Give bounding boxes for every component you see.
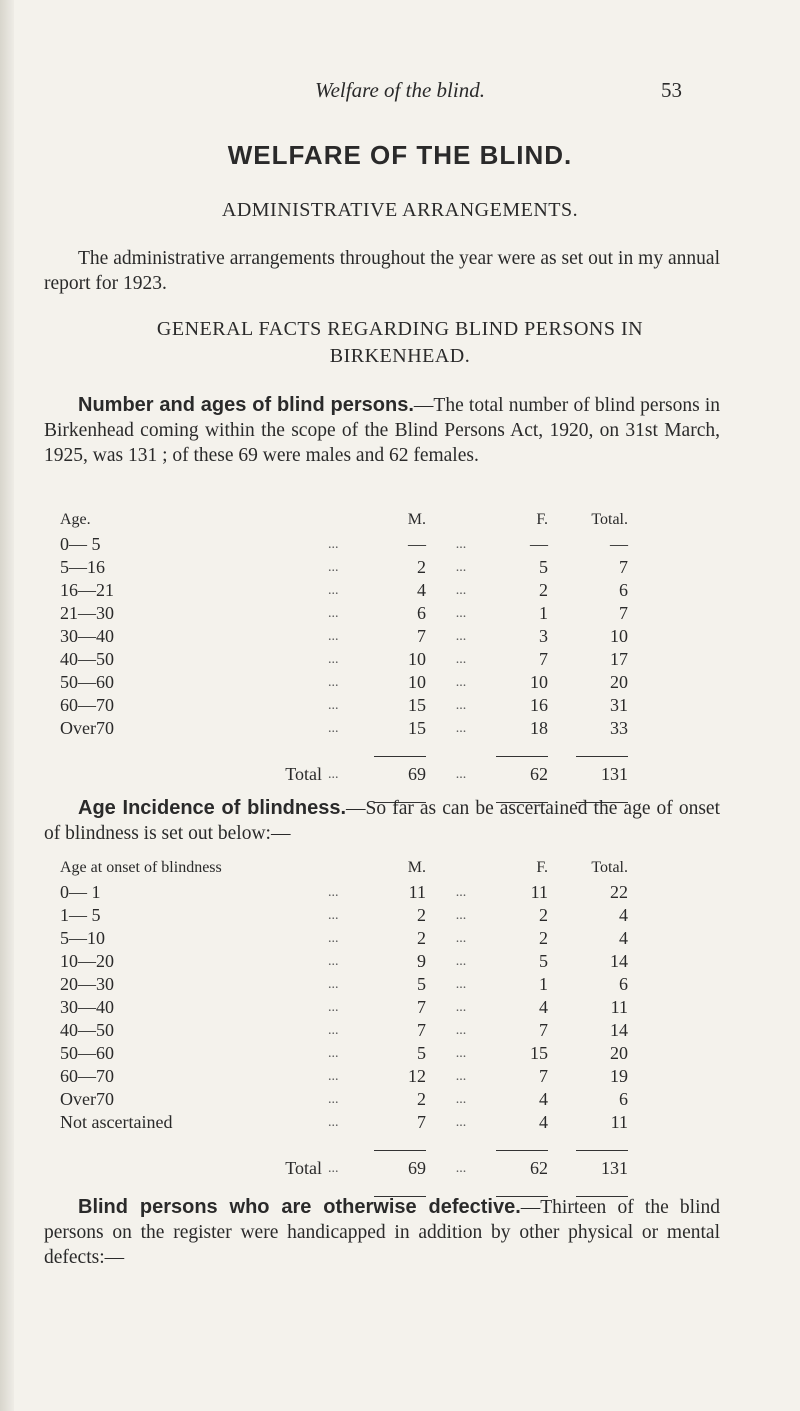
females-cell: 5 [539,951,548,971]
table-row [60,1088,628,1111]
header-total: Total. [591,859,628,876]
rule-cell [328,740,374,763]
dot-leader: ... [328,953,339,969]
dot-leader: ... [455,559,467,575]
rule-cell [60,740,328,763]
females-cell: — [530,534,548,554]
total-cell: 6 [619,974,628,994]
section-heading-general-1: GENERAL FACTS REGARDING BLIND PERSONS IN [156,318,644,340]
females-cell: 1 [539,603,548,623]
header-total: Total. [591,511,628,528]
paragraph-lead: Age Incidence of blindness. [78,797,347,819]
page-number: 53 [661,78,682,102]
age-cell: 10—20 [60,951,114,971]
females-cell: 3 [539,626,548,646]
females-cell: 2 [539,928,548,948]
total-overall: 131 [601,764,628,784]
dot-leader: ... [455,536,467,552]
paragraph-admin: The administrative arrangements throughout the year were as set out in my annual report for 1923. [44,248,720,294]
dot-leader: ... [328,536,339,552]
age-cell: 50—60 [60,1043,114,1063]
header-spacer [328,855,374,881]
total-cell: 7 [619,603,628,623]
rule-cell [374,1134,426,1157]
table-row [60,625,628,648]
rule-line [576,756,628,757]
dot-leader: ... [328,628,339,644]
dot-leader: ... [328,1068,339,1084]
table-row [60,648,628,671]
table-row [60,717,628,740]
males-cell: 10 [408,672,426,692]
table-row [60,904,628,927]
header-age: Age. [60,511,91,528]
running-title: Welfare of the blind. [315,78,485,102]
dot-leader: ... [455,1022,467,1038]
header-males: M. [407,859,426,876]
females-cell: 7 [539,1066,548,1086]
dot-leader: ... [455,1114,467,1130]
rule-line [576,1150,628,1151]
rule-row [60,740,628,763]
females-cell: 1 [539,974,548,994]
females-cell: 4 [539,1089,548,1109]
males-cell: 5 [417,1043,426,1063]
females-cell: 7 [539,1020,548,1040]
dot-leader: ... [455,651,467,667]
dot-leader: ... [328,907,339,923]
total-cell: 22 [610,882,628,902]
dot-leader: ... [328,930,339,946]
total-males: 69 [408,764,426,784]
table-row [60,973,628,996]
header-spacer [328,507,374,533]
females-cell: 10 [530,672,548,692]
age-cell: 21—30 [60,603,114,623]
females-cell: 4 [539,997,548,1017]
ages-table [60,507,628,809]
total-cell: 20 [610,1043,628,1063]
dot-leader: ... [455,720,467,736]
dot-leader: ... [328,582,339,598]
paragraph-text: —So far as can be ascertained the age of onset of blindness is set out below:— [44,798,720,844]
dot-leader: ... [328,976,339,992]
age-cell: 16—21 [60,580,114,600]
age-cell: 30—40 [60,997,114,1017]
total-cell: 6 [619,580,628,600]
dot-leader: ... [455,907,467,923]
males-cell: 7 [417,1020,426,1040]
paragraph-lead: Number and ages of blind persons. [78,394,414,416]
rule-line [496,756,548,757]
header-females: F. [536,511,548,528]
age-cell: 60—70 [60,695,114,715]
table-row [60,1111,628,1134]
dot-leader: ... [455,976,467,992]
age-cell: 5—10 [60,928,105,948]
total-cell: 10 [610,626,628,646]
rule-line [374,1150,426,1151]
total-cell: 19 [610,1066,628,1086]
table-row [60,533,628,556]
total-cell: 17 [610,649,628,669]
table-row [60,602,628,625]
dot-leader: ... [328,766,339,782]
females-cell: 4 [539,1112,548,1132]
table-row [60,996,628,1019]
age-cell: 5—16 [60,557,105,577]
dot-leader: ... [455,697,467,713]
total-cell: 14 [610,1020,628,1040]
females-cell: 7 [539,649,548,669]
total-cell: 11 [610,997,628,1017]
males-cell: 7 [417,997,426,1017]
males-cell: 4 [417,580,426,600]
header-spacer [426,855,496,881]
header-age: Age at onset of blindness [60,859,222,876]
dot-leader: ... [328,884,339,900]
paragraph-text: —The total number of blind persons in Birkenhead coming within the scope of the Blind Persons Act, 1920, on 31st March, 1925, was 131 ; of these 69 were males and 62 females. [44,395,720,466]
rule-cell [328,1134,374,1157]
dot-leader: ... [455,999,467,1015]
dot-leader: ... [455,605,467,621]
males-cell: 2 [417,557,426,577]
females-cell: 11 [530,882,548,902]
females-cell: 16 [530,695,548,715]
table-row [60,950,628,973]
males-cell: 2 [417,905,426,925]
dot-leader: ... [328,697,339,713]
total-cell: 11 [610,1112,628,1132]
total-cell: 4 [619,905,628,925]
table-row [60,1042,628,1065]
rule-line [374,756,426,757]
rule-cell [496,740,548,763]
males-cell: 5 [417,974,426,994]
paragraph-otherwise-defective [44,1195,720,1270]
table-row [60,927,628,950]
males-cell: 10 [408,649,426,669]
age-cell: Over70 [60,1089,114,1109]
total-cell: 7 [619,557,628,577]
males-cell: 7 [417,1112,426,1132]
table-row [60,579,628,602]
header-females: F. [536,859,548,876]
total-cell: 31 [610,695,628,715]
dot-leader: ... [455,884,467,900]
total-cell: — [610,534,628,554]
paragraph-number-ages [44,393,720,468]
age-cell: 40—50 [60,649,114,669]
table-row [60,881,628,904]
dot-leader: ... [455,930,467,946]
rule-cell [548,740,628,763]
females-cell: 2 [539,905,548,925]
dot-leader: ... [455,953,467,969]
table-row [60,1019,628,1042]
total-row [60,1157,628,1180]
dot-leader: ... [455,582,467,598]
paragraph-age-incidence [44,796,720,846]
age-cell: Over70 [60,718,114,738]
dot-leader: ... [328,999,339,1015]
page-title: WELFARE OF THE BLIND. [227,140,573,170]
age-cell: 0— 5 [60,534,101,554]
males-cell: 15 [408,718,426,738]
females-cell: 18 [530,718,548,738]
rule-cell [426,1134,496,1157]
paragraph-text: —Thirteen of the blind persons on the register were handicapped in addition by other physical or mental defects:— [44,1197,720,1268]
dot-leader: ... [455,766,467,782]
total-females: 62 [530,1158,548,1178]
dot-leader: ... [455,628,467,644]
dot-leader: ... [455,1091,467,1107]
header-males: M. [407,511,426,528]
dot-leader: ... [455,1045,467,1061]
section-heading-general-2: BIRKENHEAD. [329,345,471,367]
table-row [60,556,628,579]
age-cell: 1— 5 [60,905,101,925]
onset-table [60,855,628,1203]
males-cell: 7 [417,626,426,646]
rule-row [60,1134,628,1157]
males-cell: 6 [417,603,426,623]
age-cell: 30—40 [60,626,114,646]
dot-leader: ... [328,720,339,736]
age-cell: 40—50 [60,1020,114,1040]
males-cell: 12 [408,1066,426,1086]
section-heading-admin: ADMINISTRATIVE ARRANGEMENTS. [221,199,579,221]
rule-cell [496,1134,548,1157]
dot-leader: ... [328,1114,339,1130]
age-cell: 50—60 [60,672,114,692]
total-row [60,763,628,786]
header-row [60,855,628,881]
age-cell: 60—70 [60,1066,114,1086]
dot-leader: ... [455,1068,467,1084]
dot-leader: ... [328,1160,339,1176]
header-spacer [426,507,496,533]
rule-cell [374,740,426,763]
total-cell: 20 [610,672,628,692]
dot-leader: ... [328,605,339,621]
dot-leader: ... [328,1022,339,1038]
table-row [60,671,628,694]
rule-cell [426,740,496,763]
total-males: 69 [408,1158,426,1178]
table-row [60,1065,628,1088]
males-cell: 11 [408,882,426,902]
dot-leader: ... [328,559,339,575]
paragraph-lead: Blind persons who are otherwise defective. [78,1196,521,1218]
age-cell: 20—30 [60,974,114,994]
dot-leader: ... [455,1160,467,1176]
rule-line [496,1150,548,1151]
age-cell: 0— 1 [60,882,101,902]
dot-leader: ... [328,674,339,690]
females-cell: 2 [539,580,548,600]
rule-cell [60,1134,328,1157]
males-cell: 9 [417,951,426,971]
age-cell: Not ascertained [60,1112,173,1132]
dot-leader: ... [455,674,467,690]
total-cell: 14 [610,951,628,971]
rule-cell [548,1134,628,1157]
dot-leader: ... [328,651,339,667]
total-overall: 131 [601,1158,628,1178]
running-header [0,78,800,108]
total-cell: 33 [610,718,628,738]
females-cell: 15 [530,1043,548,1063]
dot-leader: ... [328,1045,339,1061]
males-cell: 2 [417,1089,426,1109]
total-females: 62 [530,764,548,784]
males-cell: 15 [408,695,426,715]
total-label: Total [285,764,322,784]
table-row [60,694,628,717]
header-row [60,507,628,533]
total-cell: 6 [619,1089,628,1109]
males-cell: — [408,534,426,554]
total-label: Total [285,1158,322,1178]
total-cell: 4 [619,928,628,948]
males-cell: 2 [417,928,426,948]
females-cell: 5 [539,557,548,577]
dot-leader: ... [328,1091,339,1107]
